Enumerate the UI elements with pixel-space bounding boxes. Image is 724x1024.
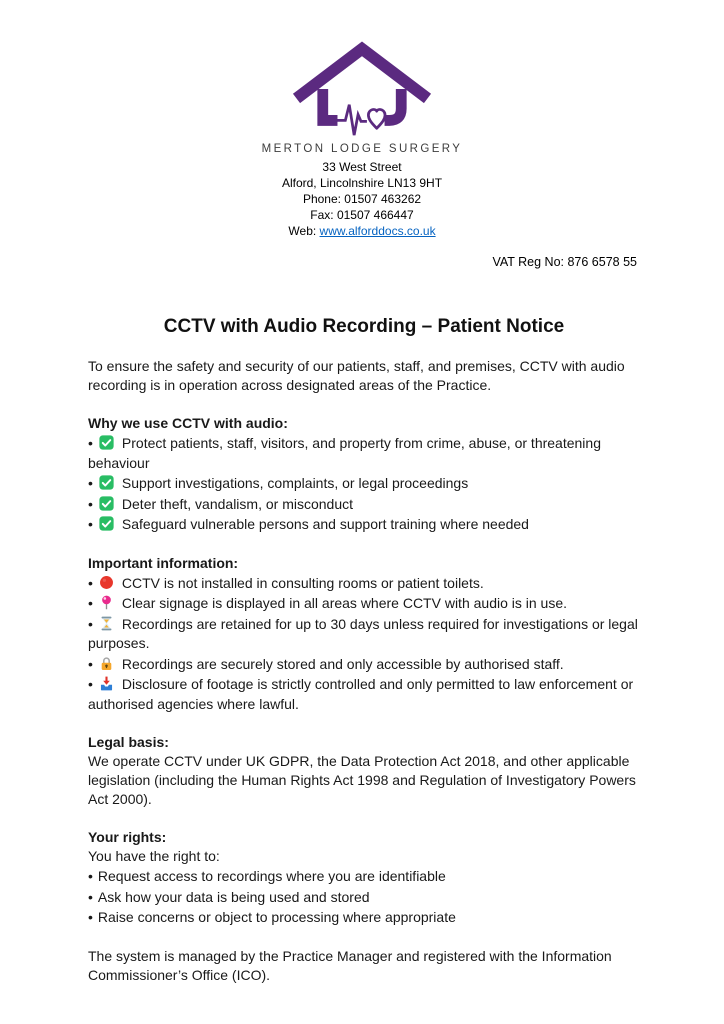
- why-list-item: [88, 474, 640, 494]
- important-list-item: [88, 594, 640, 614]
- list-item-text: Disclosure of footage is strictly controlled and only permitted to law enforcement or authorised agencies where lawful.: [88, 676, 634, 712]
- bullet-dot: •: [88, 495, 93, 512]
- hourglass-icon: [99, 616, 114, 631]
- list-item-text: Ask how your data is being used and stored: [97, 888, 370, 905]
- bullet-dot: •: [88, 615, 93, 632]
- check-mark-button-icon: [99, 496, 114, 511]
- bullet-dot: •: [88, 516, 93, 532]
- list-item-text: Request access to recordings where you are identifiable: [97, 868, 446, 884]
- intro-paragraph: To ensure the safety and security of our patients, staff, and premises, CCTV with audio recording is in operation across designated areas of the Practice.: [88, 358, 625, 393]
- round-pushpin-icon: [99, 595, 114, 610]
- list-item-text: Protect patients, staff, visitors, and property from crime, abuse, or threatening behaviour: [88, 435, 601, 471]
- phone-line: Phone: 01507 463262: [302, 192, 422, 206]
- rights-lead: You have the right to:: [88, 848, 220, 864]
- notice-body: [88, 315, 640, 985]
- list-item-text: Recordings are retained for up to 30 days unless required for investigations or legal purposes.: [88, 615, 638, 651]
- house-heartbeat-logo-icon: [291, 40, 433, 142]
- check-mark-button-icon: [99, 475, 114, 490]
- list-item-text: CCTV is not installed in consulting rooms or patient toilets.: [121, 574, 484, 591]
- lock-icon: [99, 656, 114, 671]
- surgery-name: MERTON LODGE SURGERY: [261, 143, 463, 155]
- legal-paragraph: We operate CCTV under UK GDPR, the Data Protection Act 2018, and other applicable legislation (including the Human Rights Act 1998 and Regulation of Investigatory Powers Act 2000).: [88, 753, 636, 807]
- bullet-dot: •: [88, 435, 93, 451]
- section-heading-rights: Your rights:: [88, 829, 167, 845]
- page-title: CCTV with Audio Recording – Patient Notice: [163, 316, 565, 337]
- section-heading-why: Why we use CCTV with audio:: [88, 415, 288, 431]
- check-mark-button-icon: [99, 516, 114, 531]
- closing-paragraph: The system is managed by the Practice Manager and registered with the Information Commissioner’s Office (ICO).: [88, 947, 612, 983]
- list-item-text: Recordings are securely stored and only accessible by authorised staff.: [121, 655, 564, 672]
- address-line-2: Alford, Lincolnshire LN13 9HT: [281, 176, 443, 190]
- why-list-item: [88, 434, 640, 473]
- list-item-text: Support investigations, complaints, or legal proceedings: [121, 475, 469, 491]
- bullet-dot: •: [88, 676, 93, 692]
- contact-block: [0, 159, 724, 239]
- list-item-text: Safeguard vulnerable persons and support training where needed: [121, 516, 529, 532]
- website-link[interactable]: www.alforddocs.co.uk: [319, 224, 436, 238]
- why-list-item: [88, 515, 640, 535]
- bullet-dot: •: [88, 909, 93, 925]
- bullet-dot: •: [88, 655, 93, 672]
- list-item-text: Clear signage is displayed in all areas where CCTV with audio is in use.: [121, 595, 568, 611]
- rights-list-item: [88, 867, 640, 887]
- bullet-dot: •: [88, 888, 93, 905]
- bullet-dot: •: [88, 574, 93, 591]
- list-item-text: Raise concerns or object to processing where appropriate: [97, 909, 456, 925]
- important-list-item: [88, 655, 640, 675]
- important-list-item: [88, 574, 640, 594]
- bullet-dot: •: [88, 475, 93, 491]
- important-list-item: [88, 675, 640, 714]
- bullet-dot: •: [88, 868, 93, 884]
- rights-list-item: [88, 908, 640, 928]
- web-label: Web:: [288, 224, 320, 238]
- check-mark-button-icon: [99, 435, 114, 450]
- section-heading-important: Important information:: [88, 554, 239, 571]
- bullet-dot: •: [88, 595, 93, 611]
- rights-list-item: [88, 888, 640, 908]
- why-list-item: [88, 495, 640, 515]
- fax-line: Fax: 01507 466447: [310, 208, 414, 222]
- inbox-tray-icon: [99, 676, 114, 691]
- list-item-text: Deter theft, vandalism, or misconduct: [121, 495, 354, 512]
- vat-reg-line: VAT Reg No: 876 6578 55: [492, 255, 637, 269]
- red-circle-icon: [99, 575, 114, 590]
- letterhead: [0, 0, 724, 239]
- address-line-1: 33 West Street: [322, 160, 402, 174]
- web-line: [0, 223, 724, 239]
- section-heading-legal: Legal basis:: [88, 734, 169, 750]
- important-list-item: [88, 615, 640, 654]
